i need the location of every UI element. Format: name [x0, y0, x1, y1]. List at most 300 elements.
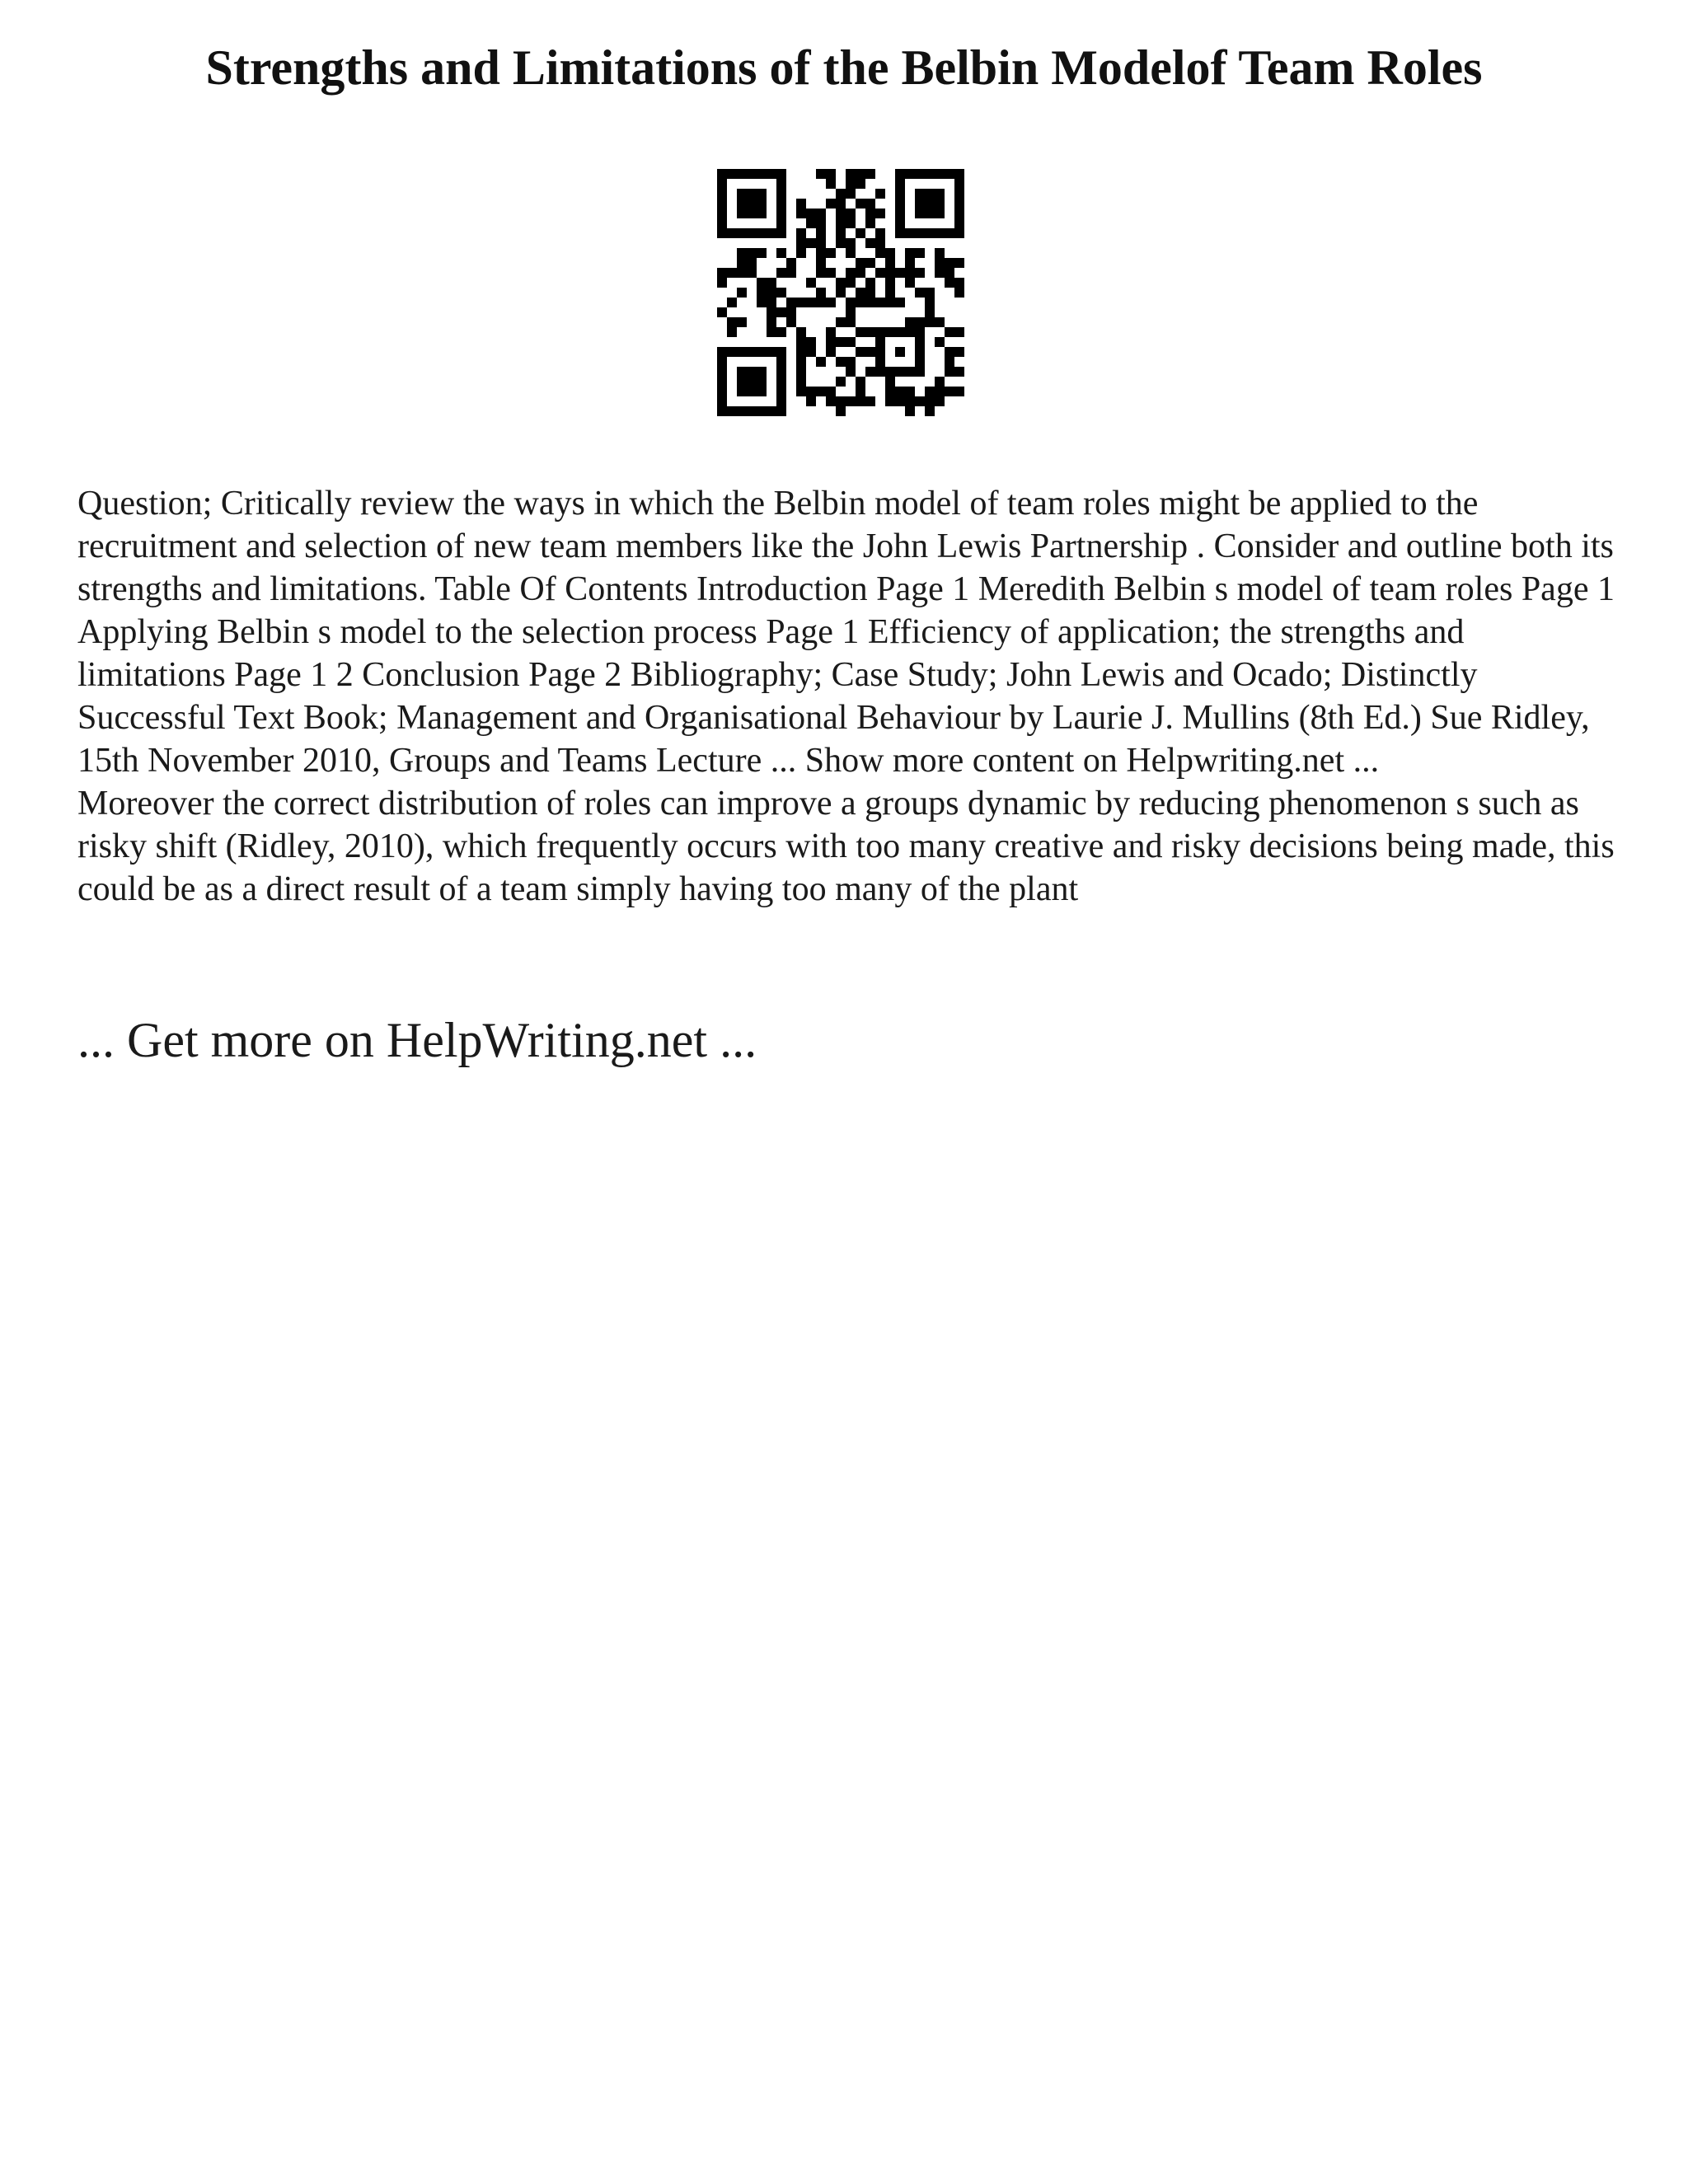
qr-module [826, 199, 836, 209]
qr-module [796, 199, 806, 209]
qr-module [767, 169, 776, 179]
qr-module [717, 189, 727, 199]
qr-module [875, 238, 885, 248]
qr-module [885, 288, 895, 298]
qr-module [836, 406, 846, 416]
qr-module [875, 357, 885, 367]
qr-module [905, 248, 915, 258]
qr-module [856, 327, 865, 337]
qr-module [826, 347, 836, 357]
qr-module [737, 406, 747, 416]
qr-module [885, 298, 895, 307]
qr-module [856, 377, 865, 387]
qr-module [767, 327, 776, 337]
qr-module [796, 337, 806, 347]
qr-module [856, 228, 865, 238]
qr-module [935, 228, 945, 238]
qr-module [875, 327, 885, 337]
qr-module [776, 169, 786, 179]
qr-module [826, 337, 836, 347]
qr-module [816, 298, 826, 307]
qr-module [915, 209, 925, 218]
qr-module [865, 278, 875, 288]
qr-module [846, 337, 856, 347]
qr-module [905, 169, 915, 179]
qr-module [846, 248, 856, 258]
qr-module [915, 288, 925, 298]
qr-module [935, 337, 945, 347]
qr-module [895, 218, 905, 228]
qr-module [954, 179, 964, 189]
qr-module [737, 248, 747, 258]
qr-module [954, 258, 964, 268]
qr-module [885, 396, 895, 406]
qr-module [806, 396, 816, 406]
qr-module [954, 278, 964, 288]
qr-module [717, 396, 727, 406]
qr-module [915, 248, 925, 258]
qr-module [836, 199, 846, 209]
qr-module [836, 218, 846, 228]
qr-module [816, 248, 826, 258]
qr-module [905, 268, 915, 278]
qr-module [757, 377, 767, 387]
qr-module [954, 218, 964, 228]
qr-module [945, 169, 954, 179]
qr-module [796, 228, 806, 238]
qr-module [895, 189, 905, 199]
qr-module [915, 327, 925, 337]
qr-module [895, 387, 905, 396]
qr-module [776, 179, 786, 189]
qr-module [796, 327, 806, 337]
qr-module [767, 278, 776, 288]
qr-module [925, 169, 935, 179]
page-title: Strengths and Limitations of the Belbin Modelof Team Roles [205, 40, 1483, 95]
qr-module [737, 228, 747, 238]
qr-module [885, 248, 895, 258]
qr-module [905, 396, 915, 406]
qr-module [776, 327, 786, 337]
qr-module [786, 258, 796, 268]
qr-module [856, 387, 865, 396]
qr-module [875, 189, 885, 199]
qr-module [796, 238, 806, 248]
qr-module [796, 298, 806, 307]
qr-module [757, 406, 767, 416]
qr-module [875, 367, 885, 377]
qr-module [856, 199, 865, 209]
qr-module [865, 347, 875, 357]
qr-module [737, 387, 747, 396]
qr-module [737, 288, 747, 298]
qr-module [954, 367, 964, 377]
qr-code-icon[interactable] [717, 169, 964, 416]
qr-module [747, 406, 757, 416]
qr-module [836, 238, 846, 248]
qr-module [945, 278, 954, 288]
qr-module [757, 278, 767, 288]
qr-module [925, 288, 935, 298]
qr-module [915, 268, 925, 278]
qr-module [865, 288, 875, 298]
qr-module [954, 209, 964, 218]
qr-module [717, 228, 727, 238]
qr-module [727, 406, 737, 416]
qr-module [846, 307, 856, 317]
qr-module [737, 317, 747, 327]
qr-module [757, 347, 767, 357]
qr-module [727, 228, 737, 238]
qr-module [806, 218, 816, 228]
qr-module [905, 367, 915, 377]
qr-module [717, 199, 727, 209]
qr-module [776, 357, 786, 367]
qr-module [816, 218, 826, 228]
qr-module [737, 199, 747, 209]
qr-module [935, 317, 945, 327]
qr-module [776, 307, 786, 317]
qr-module [767, 406, 776, 416]
qr-module [895, 347, 905, 357]
qr-module [776, 396, 786, 406]
qr-module [826, 327, 836, 337]
qr-module [895, 298, 905, 307]
qr-module [865, 238, 875, 248]
qr-module [747, 377, 757, 387]
qr-module [806, 238, 816, 248]
qr-module [747, 189, 757, 199]
qr-module [915, 396, 925, 406]
qr-module [905, 317, 915, 327]
qr-module [776, 406, 786, 416]
qr-module [717, 278, 727, 288]
qr-module [717, 406, 727, 416]
qr-module [776, 288, 786, 298]
qr-module [767, 228, 776, 238]
qr-module [727, 268, 737, 278]
qr-module [816, 169, 826, 179]
qr-module [767, 317, 776, 327]
qr-module [885, 367, 895, 377]
qr-module [895, 228, 905, 238]
qr-module [826, 169, 836, 179]
qr-module [925, 209, 935, 218]
qr-module [954, 387, 964, 396]
qr-module [806, 278, 816, 288]
qr-module [925, 228, 935, 238]
qr-module [915, 347, 925, 357]
qr-module [846, 209, 856, 218]
qr-module [806, 337, 816, 347]
qr-module [717, 387, 727, 396]
qr-module [875, 268, 885, 278]
qr-module [846, 298, 856, 307]
qr-module [806, 209, 816, 218]
qr-module [836, 288, 846, 298]
qr-module [875, 298, 885, 307]
qr-module [747, 387, 757, 396]
qr-module [856, 268, 865, 278]
qr-module [737, 347, 747, 357]
qr-module [747, 268, 757, 278]
qr-module [925, 307, 935, 317]
qr-module [747, 169, 757, 179]
qr-module [717, 169, 727, 179]
qr-module [925, 406, 935, 416]
qr-module [836, 278, 846, 288]
qr-module [846, 238, 856, 248]
qr-module [786, 317, 796, 327]
qr-module [925, 199, 935, 209]
qr-module [826, 396, 836, 406]
qr-module [717, 347, 727, 357]
qr-module [747, 367, 757, 377]
qr-module [856, 288, 865, 298]
qr-module [776, 228, 786, 238]
qr-module [846, 179, 856, 189]
qr-module [945, 347, 954, 357]
qr-module [747, 258, 757, 268]
qr-module [925, 396, 935, 406]
qr-module [757, 387, 767, 396]
qr-module [796, 377, 806, 387]
qr-module [816, 209, 826, 218]
article-paragraph: Question; Critically review the ways in which the Belbin model of team roles might be applied to the recruitment and selection of new team members like the John Lewis Partnership . Consider and outline both its strengths and limitations. Table Of Contents Introduction Page 1 Meredith Belbin s model of team roles Page 1 Applying Belbin s model to the selection process Page 1 Efficiency of application; the strengths and limitations Page 1 2 Conclusion Page 2 Bibliography; Case Study; John Lewis and Ocado; Distinctly Successful Text Book; Management and Organisational Behaviour by Laurie J. Mullins (8th Ed.) Sue Ridley, 15th November 2010, Groups and Teams Lecture ... Show more content on Helpwriting.net ... [77, 485, 1615, 780]
qr-module [717, 367, 727, 377]
qr-module [865, 199, 875, 209]
qr-module [925, 387, 935, 396]
qr-module [935, 268, 945, 278]
qr-module [776, 377, 786, 387]
qr-module [905, 258, 915, 268]
qr-module [796, 387, 806, 396]
qr-module [786, 268, 796, 278]
qr-module [865, 298, 875, 307]
qr-module [757, 367, 767, 377]
qr-module [846, 218, 856, 228]
qr-module [767, 347, 776, 357]
qr-module [875, 347, 885, 357]
qr-module [796, 209, 806, 218]
qr-module [796, 248, 806, 258]
qr-module [717, 357, 727, 367]
qr-module [776, 387, 786, 396]
qr-module [836, 228, 846, 238]
qr-module [895, 209, 905, 218]
qr-module [846, 357, 856, 367]
qr-module [816, 258, 826, 268]
qr-module [826, 179, 836, 189]
qr-module [945, 327, 954, 337]
qr-module [856, 396, 865, 406]
qr-module [875, 337, 885, 347]
qr-module [846, 396, 856, 406]
qr-module [826, 248, 836, 258]
qr-module [816, 228, 826, 238]
qr-module [915, 228, 925, 238]
qr-module [737, 268, 747, 278]
qr-module [885, 377, 895, 387]
qr-module [856, 179, 865, 189]
qr-module [915, 189, 925, 199]
qr-module [885, 278, 895, 288]
get-more-link[interactable]: ... Get more on HelpWriting.net ... [77, 1013, 757, 1067]
qr-module [816, 288, 826, 298]
qr-module [925, 189, 935, 199]
qr-module [727, 317, 737, 327]
qr-module [836, 337, 846, 347]
qr-module [717, 209, 727, 218]
qr-module [836, 189, 846, 199]
qr-module [747, 347, 757, 357]
qr-module [836, 377, 846, 387]
qr-module [727, 327, 737, 337]
qr-module [935, 169, 945, 179]
qr-module [935, 396, 945, 406]
qr-module [895, 268, 905, 278]
qr-module [727, 298, 737, 307]
qr-module [776, 367, 786, 377]
qr-module [915, 367, 925, 377]
qr-module [905, 278, 915, 288]
qr-module [826, 268, 836, 278]
qr-module [915, 169, 925, 179]
qr-module [796, 367, 806, 377]
qr-module [737, 169, 747, 179]
qr-module [925, 317, 935, 327]
qr-module [747, 209, 757, 218]
qr-module [846, 268, 856, 278]
qr-module [885, 327, 895, 337]
qr-module [856, 258, 865, 268]
qr-module [954, 327, 964, 337]
qr-module [757, 169, 767, 179]
qr-module [776, 248, 786, 258]
qr-module [776, 218, 786, 228]
qr-module [786, 298, 796, 307]
qr-module [836, 317, 846, 327]
qr-module [865, 327, 875, 337]
qr-module [776, 268, 786, 278]
qr-module [935, 387, 945, 396]
qr-module [846, 367, 856, 377]
qr-module [836, 209, 846, 218]
qr-module [767, 288, 776, 298]
qr-module [856, 298, 865, 307]
qr-module [945, 367, 954, 377]
qr-module [717, 307, 727, 317]
qr-module [875, 228, 885, 238]
article-body [77, 482, 1619, 911]
qr-module [846, 278, 856, 288]
qr-module [865, 169, 875, 179]
qr-module [757, 298, 767, 307]
qr-module [846, 169, 856, 179]
qr-module [895, 396, 905, 406]
qr-module [776, 199, 786, 209]
qr-module [717, 179, 727, 189]
qr-module [776, 347, 786, 357]
qr-module [816, 238, 826, 248]
qr-module [954, 199, 964, 209]
qr-module [727, 169, 737, 179]
qr-module [757, 199, 767, 209]
qr-module [846, 189, 856, 199]
article-paragraph: Moreover the correct distribution of roles can improve a groups dynamic by reducing phenomenon s such as risky shift (Ridley, 2010), which frequently occurs with too many creative and risky decisions being made, this could be as a direct result of a team simply having too many of the plant [77, 785, 1615, 908]
qr-module [747, 228, 757, 238]
qr-module [757, 228, 767, 238]
qr-module [757, 209, 767, 218]
qr-module [915, 317, 925, 327]
qr-module [945, 357, 954, 367]
qr-module [776, 189, 786, 199]
qr-module [915, 357, 925, 367]
qr-module [717, 377, 727, 387]
qr-module [875, 248, 885, 258]
qr-module [806, 347, 816, 357]
qr-module [885, 387, 895, 396]
qr-module [816, 268, 826, 278]
qr-module [747, 248, 757, 258]
qr-module [737, 367, 747, 377]
qr-module [905, 327, 915, 337]
qr-module [865, 367, 875, 377]
qr-module [757, 248, 767, 258]
qr-module [727, 347, 737, 357]
qr-module [865, 396, 875, 406]
qr-module [737, 189, 747, 199]
qr-module [796, 347, 806, 357]
qr-module [786, 307, 796, 317]
qr-module [895, 327, 905, 337]
qr-module [935, 199, 945, 209]
qr-module [757, 189, 767, 199]
qr-module [905, 387, 915, 396]
qr-module [856, 169, 865, 179]
qr-module [757, 288, 767, 298]
qr-module [954, 347, 964, 357]
qr-module [945, 258, 954, 268]
qr-module [717, 218, 727, 228]
qr-module [915, 337, 925, 347]
qr-module [816, 357, 826, 367]
qr-module [826, 387, 836, 396]
qr-module [895, 367, 905, 377]
qr-module [885, 258, 895, 268]
qr-module [865, 218, 875, 228]
qr-module [915, 199, 925, 209]
qr-module [945, 387, 954, 396]
qr-module [865, 209, 875, 218]
qr-module [875, 209, 885, 218]
qr-module [935, 258, 945, 268]
qr-module [935, 189, 945, 199]
qr-module [935, 248, 945, 258]
qr-module [905, 406, 915, 416]
qr-module [945, 228, 954, 238]
qr-module [846, 317, 856, 327]
qr-module [895, 179, 905, 189]
qr-module [935, 209, 945, 218]
qr-module [776, 209, 786, 218]
qr-module [945, 268, 954, 278]
qr-module [806, 298, 816, 307]
qr-module [767, 307, 776, 317]
qr-module [895, 169, 905, 179]
qr-module [954, 228, 964, 238]
qr-module [717, 268, 727, 278]
